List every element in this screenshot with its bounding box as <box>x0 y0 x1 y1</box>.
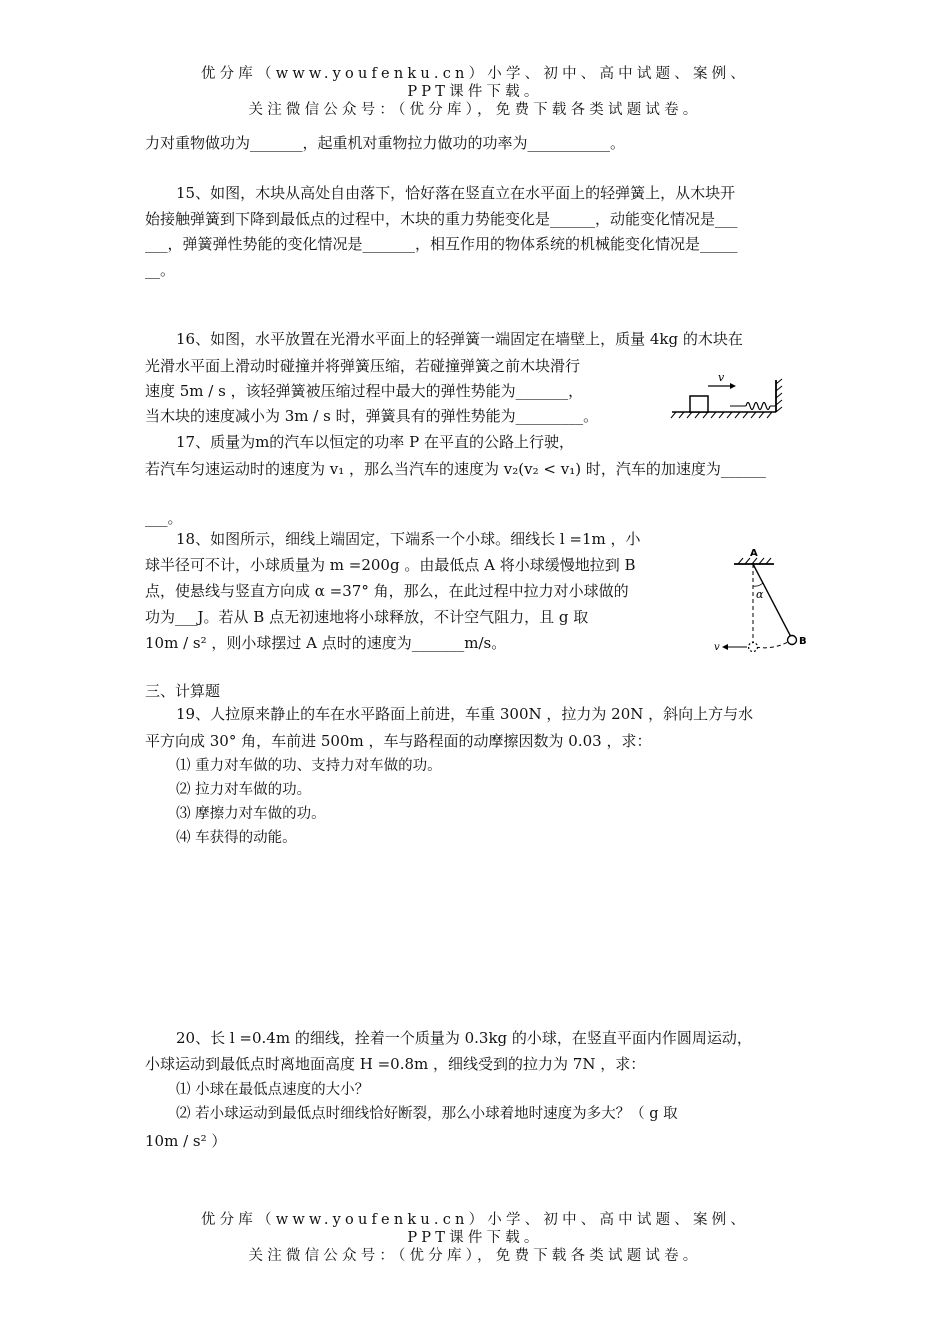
q20-sub-1: ⑴ 小球在最低点速度的大小？ <box>176 1082 370 1098</box>
q18-line-2: 球半径可不计，小球质量为 m =200g 。由最低点 A 将小球缓慢地拉到 B <box>145 556 636 574</box>
q15-line-2: 始接触弹簧到下降到最低点的过程中，木块的重力势能变化是______，动能变化情况是___ <box>145 210 738 228</box>
ground-hatch <box>671 412 772 418</box>
q18-line-3: 点，使悬线与竖直方向成 α =37° 角，那么，在此过程中拉力对小球做的 <box>145 582 629 600</box>
footer-line-2: PPT课件下载。 <box>407 1230 543 1246</box>
spring-coil <box>746 403 770 410</box>
q19-line-1: 19、人拉原来静止的车在水平路面上前进，车重 300N ，拉力为 20N ，斜向上方与水 <box>176 705 754 723</box>
q14-tail: 力对重物做功为_______，起重机对重物拉力做功的功率为___________。 <box>145 134 626 152</box>
q16-line-4: 当木块的速度减小为 3m / s 时，弹簧具有的弹性势能为_________。 <box>145 407 599 425</box>
velocity-arrow-head <box>730 383 736 389</box>
footer-line-1: 优分库（www.youfenku.cn）小学、初中、高中试题、案例、 <box>200 1212 750 1228</box>
q17-line-3: ___。 <box>145 509 183 527</box>
angle-arc <box>753 583 763 586</box>
q18-line-1: 18、如图所示，细线上端固定，下端系一个小球。细线长 l =1m ，小 <box>176 530 641 548</box>
section-3-title: 三、计算题 <box>145 682 221 700</box>
swing-path <box>756 642 788 648</box>
q15-line-4: __。 <box>145 261 176 279</box>
q17-line-1: 17、质量为m的汽车以恒定的功率 P 在平直的公路上行驶， <box>176 433 574 451</box>
velocity-arrow-head <box>722 644 728 650</box>
q18-line-4: 功为___J。若从 B 点无初速地将小球释放，不计空气阻力，且 g 取 <box>145 608 589 626</box>
q18-line-5: 10m / s² ，则小球摆过 A 点时的速度为_______m/s。 <box>145 634 507 652</box>
header-line-2: PPT课件下载。 <box>407 84 543 100</box>
label-a: A <box>750 548 758 559</box>
ball-a <box>749 643 758 652</box>
q20-sub-2: ⑵ 若小球运动到最低点时细线恰好断裂，那么小球着地时速度为多大？（ g 取 <box>176 1106 678 1122</box>
q19-sub-4: ⑷ 车获得的动能。 <box>176 830 297 846</box>
q15-line-1: 15、如图，木块从高处自由落下，恰好落在竖直立在水平面上的轻弹簧上，从木块开 <box>176 184 736 202</box>
q19-sub-1: ⑴ 重力对车做的功、支持力对车做的功。 <box>176 758 442 774</box>
q16-line-2: 光滑水平面上滑动时碰撞并将弹簧压缩，若碰撞弹簧之前木块滑行 <box>145 357 581 375</box>
ball-b <box>788 636 797 645</box>
label-b: B <box>799 636 807 647</box>
q19-sub-3: ⑶ 摩擦力对车做的功。 <box>176 806 326 822</box>
q19-sub-2: ⑵ 拉力对车做的功。 <box>176 782 312 798</box>
label-alpha: α <box>756 588 764 601</box>
q20-line-2: 小球运动到最低点时离地面高度 H =0.8m ，细线受到的拉力为 7N ，求： <box>145 1055 646 1073</box>
q17-line-2: 若汽车匀速运动时的速度为 v₁ ，那么当汽车的速度为 v₂(v₂ < v₁) 时，汽车的加速度为______ <box>145 460 766 478</box>
q16-line-3: 速度 5m / s ，该轻弹簧被压缩过程中最大的弹性势能为_______， <box>145 382 584 400</box>
velocity-label: v <box>718 371 725 384</box>
q15-line-3: ___，弹簧弹性势能的变化情况是_______，相互作用的物体系统的机械能变化情况是_____ <box>145 235 738 253</box>
q19-line-2: 平方向成 30° 角，车前进 500m ，车与路程面的动摩擦因数为 0.03 ，求： <box>145 732 652 750</box>
pendulum-figure <box>712 546 812 660</box>
q20-line-1: 20、长 l =0.4m 的细线，拴着一个质量为 0.3kg 的小球，在竖直平面内作圆周运动， <box>176 1029 752 1047</box>
header-line-1: 优分库（www.youfenku.cn）小学、初中、高中试题、案例、 <box>200 66 750 82</box>
q16-line-1: 16、如图，水平放置在光滑水平面上的轻弹簧一端固定在墙壁上，质量 4kg 的木块在 <box>176 330 743 348</box>
header-line-3: 关注微信公众号：（优分库），免费下载各类试题试卷。 <box>248 102 702 118</box>
label-v: v <box>714 642 720 653</box>
block-spring-figure <box>668 368 790 420</box>
wood-block <box>690 396 708 412</box>
q20-sub-3: 10m / s² ） <box>145 1132 227 1150</box>
wall-hatch <box>776 379 782 412</box>
footer-line-3: 关注微信公众号：（优分库），免费下载各类试题试卷。 <box>248 1248 702 1264</box>
